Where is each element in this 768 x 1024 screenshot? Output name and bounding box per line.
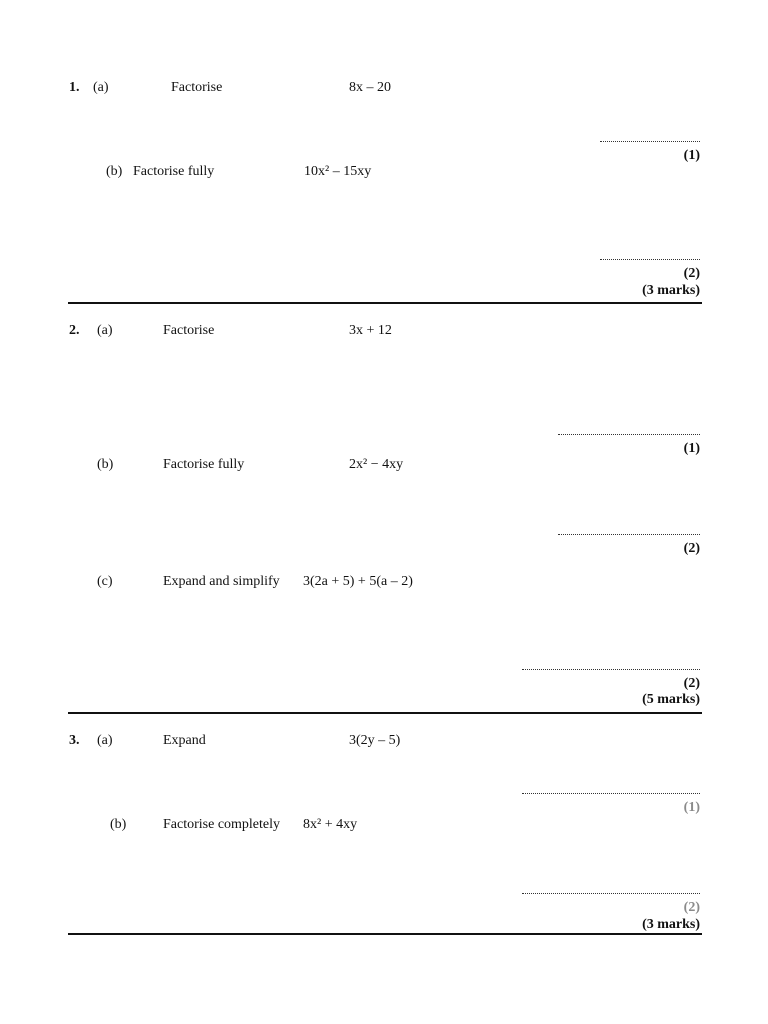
- answer-line[interactable]: [522, 893, 700, 894]
- question-number: 2.: [69, 323, 80, 338]
- expression: 10x² – 15xy: [304, 164, 372, 179]
- total-marks: (3 marks): [642, 283, 700, 298]
- instruction: Expand: [163, 733, 206, 748]
- question-number: 1.: [69, 80, 80, 95]
- part-mark: (2): [683, 266, 700, 281]
- part-label: (b): [97, 457, 114, 472]
- expression: 3x + 12: [349, 323, 392, 338]
- part-mark: (1): [683, 800, 700, 815]
- part-mark: (2): [683, 541, 700, 556]
- answer-line[interactable]: [522, 793, 700, 794]
- expression: 3(2y – 5): [349, 733, 401, 748]
- part-label: (a): [97, 323, 113, 338]
- instruction: Factorise: [163, 323, 215, 338]
- expression: 2x² − 4xy: [349, 457, 404, 472]
- instruction: Factorise fully: [163, 457, 245, 472]
- divider: [68, 712, 702, 714]
- expression: 8x – 20: [349, 80, 391, 95]
- question-number: 3.: [69, 733, 80, 748]
- total-marks: (3 marks): [642, 917, 700, 932]
- divider: [68, 933, 702, 935]
- divider: [68, 302, 702, 304]
- expression: 3(2a + 5) + 5(a – 2): [303, 574, 413, 589]
- answer-line[interactable]: [600, 259, 700, 260]
- total-marks: (5 marks): [642, 692, 700, 707]
- part-mark: (1): [683, 148, 700, 163]
- part-mark: (2): [683, 900, 700, 915]
- instruction: Factorise completely: [163, 817, 281, 832]
- expression: 8x² + 4xy: [303, 817, 358, 832]
- part-label: (b): [106, 164, 123, 179]
- answer-line[interactable]: [558, 534, 700, 535]
- part-label: (a): [97, 733, 113, 748]
- part-label: (a): [93, 80, 109, 95]
- instruction: Expand and simplify: [163, 574, 280, 589]
- answer-line[interactable]: [600, 141, 700, 142]
- part-mark: (2): [683, 676, 700, 691]
- part-label: (c): [97, 574, 113, 589]
- answer-line[interactable]: [522, 669, 700, 670]
- instruction: Factorise fully: [133, 164, 215, 179]
- part-label: (b): [110, 817, 127, 832]
- part-mark: (1): [683, 441, 700, 456]
- instruction: Factorise: [171, 80, 223, 95]
- answer-line[interactable]: [558, 434, 700, 435]
